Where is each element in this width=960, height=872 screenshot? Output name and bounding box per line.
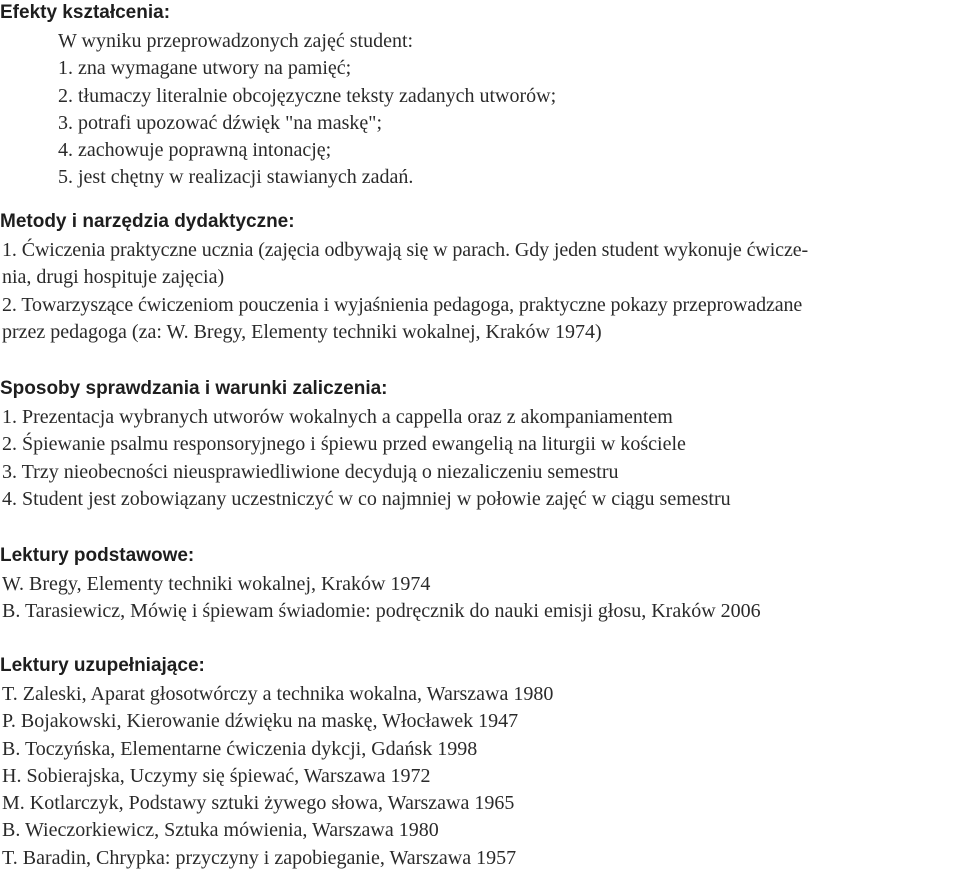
section-heading: Metody i narzędzia dydaktyczne: <box>0 211 295 232</box>
bibliography-entry: B. Wieczorkiewicz, Sztuka mówienia, Warszawa 1980 <box>2 819 439 842</box>
list-item: 4. zachowuje poprawną intonację; <box>58 139 332 162</box>
bibliography-entry: H. Sobierajska, Uczymy się śpiewać, Warszawa 1972 <box>2 764 431 787</box>
list-item: 2. Śpiewanie psalmu responsoryjnego i śpiewu przed ewangelią na liturgii w kościele <box>2 433 686 456</box>
list-item: 3. potrafi upozować dźwięk "na maskę"; <box>58 111 382 134</box>
list-item: 3. Trzy nieobecności nieusprawiedliwione decydują o niezaliczeniu semestru <box>2 460 619 483</box>
section-heading: Efekty kształcenia: <box>0 2 171 23</box>
list-item: 1. Prezentacja wybranych utworów wokalnych a cappella oraz z akompaniamentem <box>2 406 673 428</box>
bibliography-entry: T. Zaleski, Aparat głosotwórczy a technika wokalna, Warszawa 1980 <box>2 683 554 705</box>
list-item: 2. tłumaczy literalnie obcojęzyczne teksty zadanych utworów; <box>58 84 557 107</box>
bibliography-entry: T. Baradin, Chrypka: przyczyny i zapobieganie, Warszawa 1957 <box>2 846 517 869</box>
methods-list <box>0 237 950 346</box>
list-item: 4. Student jest zobowiązany uczestniczyć w co najmniej w połowie zajęć w ciągu semestru <box>2 487 731 510</box>
supplementary-reading-list <box>0 681 950 872</box>
list-item: 1. zna wymagane utwory na pamięć; <box>58 57 352 80</box>
list-item: 1. Ćwiczenia praktyczne ucznia (zajęcia odbywają się w parach. Gdy jeden student wykonuje ćwicze- <box>2 239 809 261</box>
section-heading: Sposoby sprawdzania i warunki zaliczenia: <box>0 378 388 399</box>
assessment-list <box>0 404 950 513</box>
section-assessment <box>0 377 950 513</box>
bibliography-entry: B. Toczyńska, Elementarne ćwiczenia dykcji, Gdańsk 1998 <box>2 737 478 760</box>
section-supplementary-reading <box>0 654 950 872</box>
bibliography-entry: B. Tarasiewicz, Mówię i śpiewam świadomie: podręcznik do nauki emisji głosu, Kraków 2006 <box>2 600 761 623</box>
list-item: 5. jest chętny w realizacji stawianych zadań. <box>58 166 414 189</box>
bibliography-entry: M. Kotlarczyk, Podstawy sztuki żywego słowa, Warszawa 1965 <box>2 792 515 815</box>
list-item: 2. Towarzyszące ćwiczeniom pouczenia i wyjaśnienia pedagoga, praktyczne pokazy przeprowadzane <box>2 293 803 316</box>
core-reading-list <box>0 571 950 626</box>
section-learning-outcomes <box>0 0 950 192</box>
section-heading: Lektury podstawowe: <box>0 545 195 566</box>
section-core-reading <box>0 544 950 626</box>
section-teaching-methods <box>0 210 950 346</box>
list-item-continuation: przez pedagoga (za: W. Bregy, Elementy techniki wokalnej, Kraków 1974) <box>2 320 602 343</box>
list-item-continuation: nia, drugi hospituje zajęcia) <box>2 266 225 289</box>
bibliography-entry: P. Bojakowski, Kierowanie dźwięku na maskę, Włocławek 1947 <box>2 710 519 733</box>
section-heading: Lektury uzupełniające: <box>0 655 205 676</box>
outcomes-list <box>0 28 950 192</box>
outcomes-intro: W wyniku przeprowadzonych zajęć student: <box>58 30 414 52</box>
bibliography-entry: W. Bregy, Elementy techniki wokalnej, Kraków 1974 <box>2 573 431 595</box>
